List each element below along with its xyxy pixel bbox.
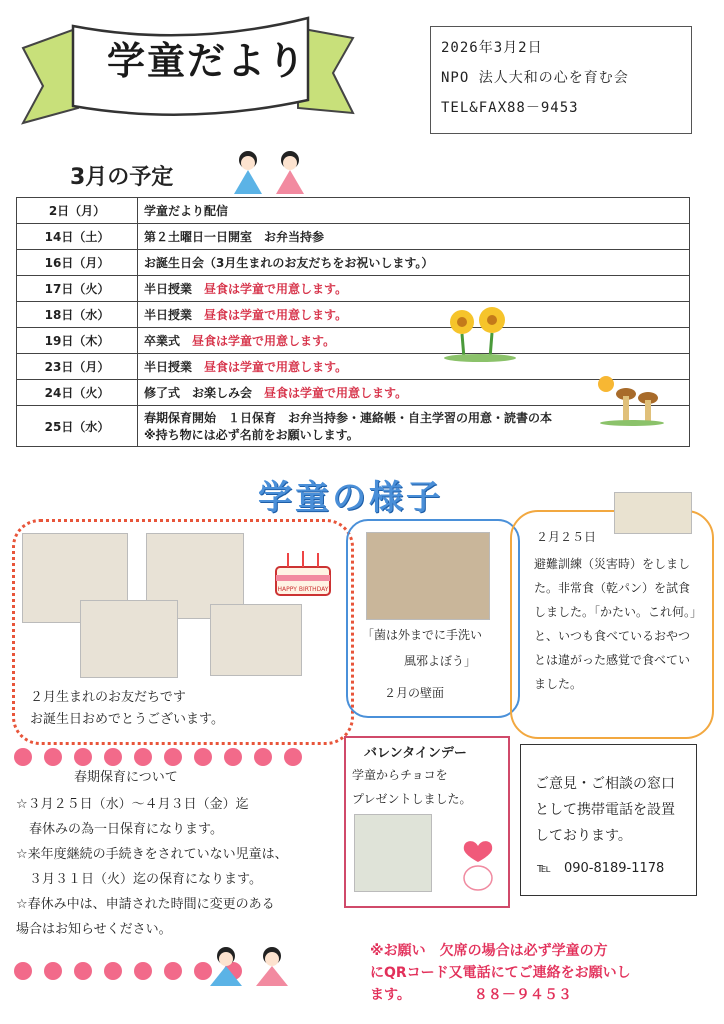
valentine-line2: プレゼントしました。: [352, 792, 472, 806]
table-row: [17, 328, 690, 354]
schedule-title: 3月の予定: [70, 165, 174, 190]
wall-caption: ２月の壁面: [384, 686, 445, 700]
spring-item: ☆春休み中は、申請された時間に変更のある: [16, 897, 275, 912]
schedule-event: お誕生日会（3月生まれのお友だちをお祝いします。）: [138, 250, 690, 276]
birthday-line1: ２月生まれのお友だちです: [30, 690, 186, 705]
schedule-event: 学童だより配信: [138, 198, 690, 224]
tel-fax: TEL&FAX88－9453: [441, 100, 579, 116]
org-info-box: [430, 26, 692, 134]
birthday-cake-icon: [270, 545, 336, 601]
schedule-date: 23日（月）: [17, 354, 138, 380]
notice-line: ※お願い 欠席の場合は必ず学童の方: [370, 943, 608, 959]
spring-item: ３月３１日（火）迄の保育になります。: [16, 872, 262, 887]
spring-item: 場合はお知らせください。: [16, 922, 172, 937]
table-row: [17, 224, 690, 250]
schedule-date: 24日（火）: [17, 380, 138, 406]
table-row: [17, 276, 690, 302]
schedule-date: 2日（月）: [17, 198, 138, 224]
valentine-title: バレンタインデー: [364, 746, 467, 761]
hina-dolls-icon: [222, 148, 318, 196]
table-row: [17, 250, 690, 276]
schedule-date: 16日（月）: [17, 250, 138, 276]
org-name: NPO 法人大和の心を育む会: [441, 70, 629, 86]
wall-photo: [366, 532, 490, 620]
flower-border-top: [14, 748, 330, 762]
wall-quote1: 「菌は外までに手洗い: [362, 628, 483, 642]
cake-text: HAPPY BIRTHDAY: [277, 586, 329, 593]
birthday-line2: お誕生日おめでとうございます。: [30, 712, 224, 727]
table-row: [17, 406, 690, 447]
contact-text: ご意見・ご相談の窓口として携帯電話を設置しております。: [535, 776, 675, 844]
schedule-event: 半日授業 昼食は学童で用意します。: [138, 354, 690, 380]
schedule-date: 18日（水）: [17, 302, 138, 328]
sun-mushroom-icon: [592, 372, 664, 426]
spring-item: 春休みの為一日保育になります。: [16, 822, 223, 837]
drill-date: ２月２５日: [536, 530, 597, 544]
spring-item: ☆来年度継続の手続きをされていない児童は、: [16, 847, 288, 862]
table-row: [17, 354, 690, 380]
issue-date: 2026年3月2日: [441, 40, 543, 56]
contact-phone: ℡ 090-8189-1178: [537, 861, 665, 876]
schedule-date: 25日（水）: [17, 406, 138, 447]
wall-quote2: 風邪よぼう」: [404, 654, 477, 668]
spring-item: ☆３月２５日（水）～４月３日（金）迄: [16, 797, 249, 812]
section-title: 学童の様子: [258, 478, 443, 518]
spring-title: 春期保育について: [74, 770, 178, 785]
schedule-event: 第２土曜日一日開室 お弁当持参: [138, 224, 690, 250]
schedule-table: [16, 197, 690, 447]
birthday-photo: [80, 600, 178, 678]
schedule-event: 卒業式 昼食は学童で用意します。: [138, 328, 690, 354]
page-title: 学童だより: [106, 39, 307, 83]
schedule-date: 14日（土）: [17, 224, 138, 250]
flower-icon: [440, 300, 520, 362]
notice-line: にQRコード又電話にてご連絡をお願いし: [370, 965, 631, 981]
table-row: [17, 380, 690, 406]
valentine-photo: [354, 814, 432, 892]
schedule-event: 半日授業 昼食は学童で用意します。: [138, 276, 690, 302]
table-row: [17, 302, 690, 328]
drill-photo: [614, 492, 692, 534]
notice-line: ます。 ８８－９４５３: [370, 987, 572, 1003]
schedule-event: 半日授業 昼食は学童で用意します。: [138, 302, 690, 328]
drill-text: 避難訓練（災害時）をしました。非常食（乾パン）を試食しました。「かたい。これ何。」と、いつも食べているおやつとは違がった感覚で食べていました。: [534, 557, 697, 691]
schedule-date: 19日（木）: [17, 328, 138, 354]
birthday-photo: [210, 604, 302, 676]
spring-list: [16, 792, 288, 942]
schedule-event: 春期保育開始 １日保育 お弁当持参・連絡帳・自主学習の用意・読書の本 ※持ち物には必ず名前をお願いします。: [138, 406, 690, 447]
notice-text: [370, 940, 631, 1006]
table-row: [17, 198, 690, 224]
schedule-event: 修了式 お楽しみ会 昼食は学童で用意します。: [138, 380, 690, 406]
hina-dolls-icon: [200, 944, 300, 988]
schedule-date: 17日（火）: [17, 276, 138, 302]
bunny-heart-icon: [456, 836, 500, 892]
valentine-line1: 学童からチョコを: [352, 768, 448, 782]
contact-box: [520, 744, 697, 896]
